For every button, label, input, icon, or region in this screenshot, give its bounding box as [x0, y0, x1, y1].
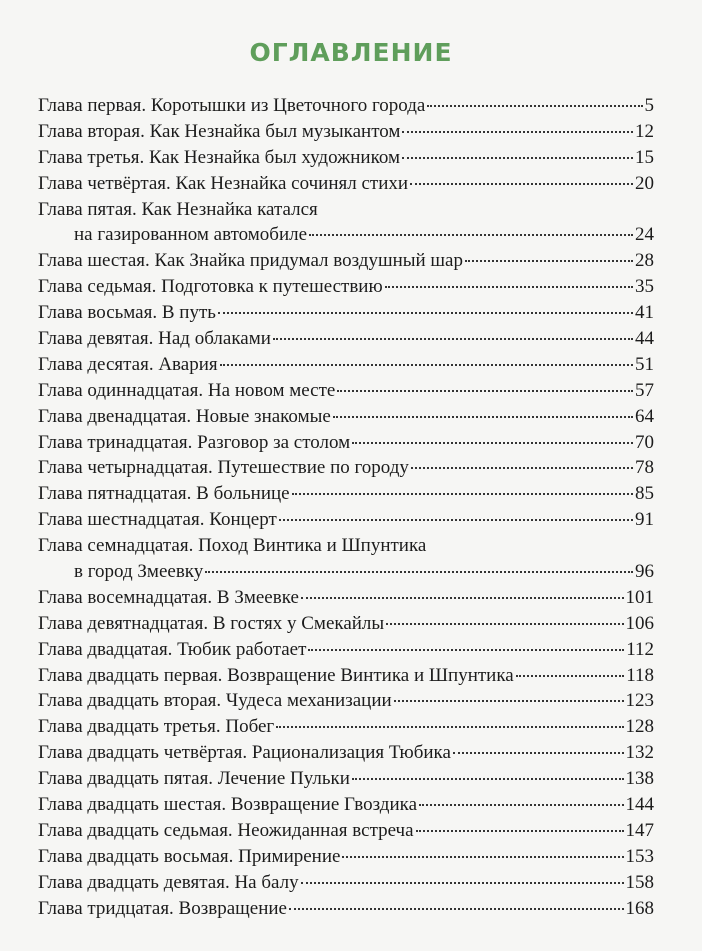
toc-entry-title: Глава тринадцатая. Разговор за столом [38, 431, 351, 453]
toc-entry-continuation[interactable] [38, 222, 654, 248]
toc-entry-page: 28 [635, 250, 654, 272]
toc-entry-page: 70 [635, 431, 654, 453]
toc-entry-page: 57 [635, 379, 654, 401]
toc-entry-title: Глава тридцатая. Возвращение [38, 897, 287, 919]
toc-entry[interactable] [38, 119, 654, 145]
dot-leader [402, 157, 633, 159]
dot-leader [308, 649, 624, 651]
toc-entry-page: 147 [625, 819, 654, 841]
dot-leader [465, 260, 633, 262]
dot-leader [410, 183, 633, 185]
toc-entry-title: Глава десятая. Авария [38, 353, 218, 375]
toc-entry-title: Глава двадцать вторая. Чудеса механизации [38, 690, 392, 712]
toc-entry-title: Глава двадцать первая. Возвращение Винтика и Шпунтика [38, 664, 514, 686]
toc-entry-page: 132 [625, 742, 654, 764]
toc-entry-title: Глава пятнадцатая. В больнице [38, 483, 290, 505]
toc-entry[interactable] [38, 300, 654, 326]
toc-entry-title: Глава девятая. Над облаками [38, 328, 271, 350]
toc-entry-page: 112 [626, 638, 654, 660]
dot-leader [411, 467, 633, 469]
toc-entry-page: 101 [625, 586, 654, 608]
toc-entry-page: 144 [625, 794, 654, 816]
dot-leader [279, 519, 633, 521]
toc-entry-page: 158 [625, 871, 654, 893]
toc-entry-page: 15 [635, 146, 654, 168]
toc-entry-title: Глава восемнадцатая. В Змеевке [38, 586, 299, 608]
toc-entry[interactable] [38, 714, 654, 740]
toc-entry[interactable] [38, 352, 654, 378]
toc-entry-title: Глава двенадцатая. Новые знакомые [38, 405, 331, 427]
toc-entry[interactable] [38, 93, 654, 119]
table-of-contents [38, 93, 654, 922]
toc-entry[interactable] [38, 611, 654, 637]
page-title: ОГЛАВЛЕНИЕ [249, 38, 453, 67]
toc-entry-page: 35 [635, 276, 654, 298]
toc-entry-title: Глава двадцать восьмая. Примирение [38, 845, 341, 867]
toc-entry-page: 78 [635, 457, 654, 479]
toc-entry-page: 12 [635, 120, 654, 142]
toc-entry-page: 5 [644, 95, 654, 116]
toc-entry-title: Глава шестнадцатая. Концерт [38, 509, 277, 531]
dot-leader [289, 908, 624, 910]
toc-entry[interactable] [38, 378, 654, 404]
toc-entry[interactable] [38, 248, 654, 274]
dot-leader [276, 726, 623, 728]
toc-entry-title: Глава двадцать третья. Побег [38, 716, 275, 738]
toc-entry-page: 106 [625, 612, 654, 634]
toc-entry[interactable] [38, 688, 654, 714]
dot-leader [427, 105, 642, 107]
toc-entry[interactable] [38, 896, 654, 922]
toc-entry[interactable] [38, 171, 654, 197]
toc-entry-title: Глава седьмая. Подготовка к путешествию [38, 276, 383, 298]
toc-entry-page: 96 [635, 561, 654, 583]
dot-leader [385, 286, 633, 288]
toc-entry[interactable] [38, 533, 654, 559]
toc-entry[interactable] [38, 481, 654, 507]
toc-entry-title: Глава двадцать четвёртая. Рационализация Тюбика [38, 742, 451, 764]
dot-leader [352, 778, 624, 780]
toc-entry-page: 41 [635, 302, 654, 324]
dot-leader [292, 493, 633, 495]
toc-entry-title: Глава шестая. Как Знайка придумал воздушный шар [38, 250, 463, 272]
toc-entry[interactable] [38, 507, 654, 533]
dot-leader [352, 442, 633, 444]
dot-leader [342, 856, 623, 858]
toc-entry[interactable] [38, 792, 654, 818]
toc-entry[interactable] [38, 844, 654, 870]
toc-entry[interactable] [38, 818, 654, 844]
toc-entry[interactable] [38, 326, 654, 352]
toc-entry[interactable] [38, 870, 654, 896]
toc-entry-page: 91 [635, 509, 654, 531]
toc-entry-page: 24 [635, 224, 654, 246]
dot-leader [301, 597, 624, 599]
toc-entry-title: Глава двадцать шестая. Возвращение Гвоздика [38, 794, 418, 816]
toc-entry[interactable] [38, 637, 654, 663]
toc-entry[interactable] [38, 766, 654, 792]
toc-entry-page: 138 [625, 768, 654, 790]
dot-leader [220, 364, 633, 366]
toc-entry-title-continuation: в город Змеевку [74, 561, 204, 583]
dot-leader [394, 700, 624, 702]
toc-entry-title: Глава двадцать седьмая. Неожиданная встреча [38, 819, 414, 841]
toc-entry-title: Глава четвёртая. Как Незнайка сочинял стихи [38, 172, 409, 194]
toc-entry-page: 128 [625, 716, 654, 738]
toc-entry-page: 123 [625, 690, 654, 712]
dot-leader [386, 623, 623, 625]
toc-entry-title: Глава семнадцатая. Поход Винтика и Шпунтика [38, 535, 427, 557]
toc-entry-page: 153 [625, 845, 654, 867]
dot-leader [218, 312, 633, 314]
toc-entry-continuation[interactable] [38, 559, 654, 585]
dot-leader [301, 882, 624, 884]
toc-entry[interactable] [38, 197, 654, 223]
dot-leader [419, 804, 623, 806]
toc-entry[interactable] [38, 663, 654, 689]
toc-entry[interactable] [38, 455, 654, 481]
toc-entry-title: Глава пятая. Как Незнайка катался [38, 198, 318, 220]
toc-entry-title: Глава двадцатая. Тюбик работает [38, 638, 307, 660]
toc-entry[interactable] [38, 145, 654, 171]
toc-entry-title: Глава первая. Коротышки из Цветочного города [38, 95, 426, 116]
toc-entry-page: 64 [635, 405, 654, 427]
toc-entry-title: Глава четырнадцатая. Путешествие по городу [38, 457, 409, 479]
toc-entry-page: 44 [635, 328, 654, 350]
toc-entry-title-continuation: на газированном автомобиле [74, 224, 308, 246]
toc-entry-title: Глава двадцать пятая. Лечение Пульки [38, 768, 350, 790]
toc-entry[interactable] [38, 274, 654, 300]
toc-entry-page: 51 [635, 353, 654, 375]
toc-entry-page: 168 [625, 897, 654, 919]
toc-entry[interactable] [38, 740, 654, 766]
dot-leader [416, 830, 624, 832]
toc-entry[interactable] [38, 404, 654, 430]
toc-entry-page: 20 [635, 172, 654, 194]
toc-entry-title: Глава восьмая. В путь [38, 302, 216, 324]
dot-leader [309, 234, 633, 236]
toc-entry[interactable] [38, 430, 654, 456]
toc-entry-title: Глава девятнадцатая. В гостях у Смекайлы [38, 612, 385, 634]
dot-leader [205, 571, 633, 573]
dot-leader [273, 338, 633, 340]
toc-entry-title: Глава двадцать девятая. На балу [38, 871, 299, 893]
toc-entry-title: Глава одиннадцатая. На новом месте [38, 379, 336, 401]
toc-entry[interactable] [38, 585, 654, 611]
dot-leader [333, 416, 633, 418]
toc-entry-page: 85 [635, 483, 654, 505]
toc-entry-page: 118 [626, 664, 654, 686]
dot-leader [402, 131, 633, 133]
toc-entry-title: Глава третья. Как Незнайка был художником [38, 146, 401, 168]
dot-leader [337, 390, 633, 392]
toc-entry-title: Глава вторая. Как Незнайка был музыкантом [38, 120, 401, 142]
dot-leader [453, 752, 624, 754]
dot-leader [516, 675, 624, 677]
